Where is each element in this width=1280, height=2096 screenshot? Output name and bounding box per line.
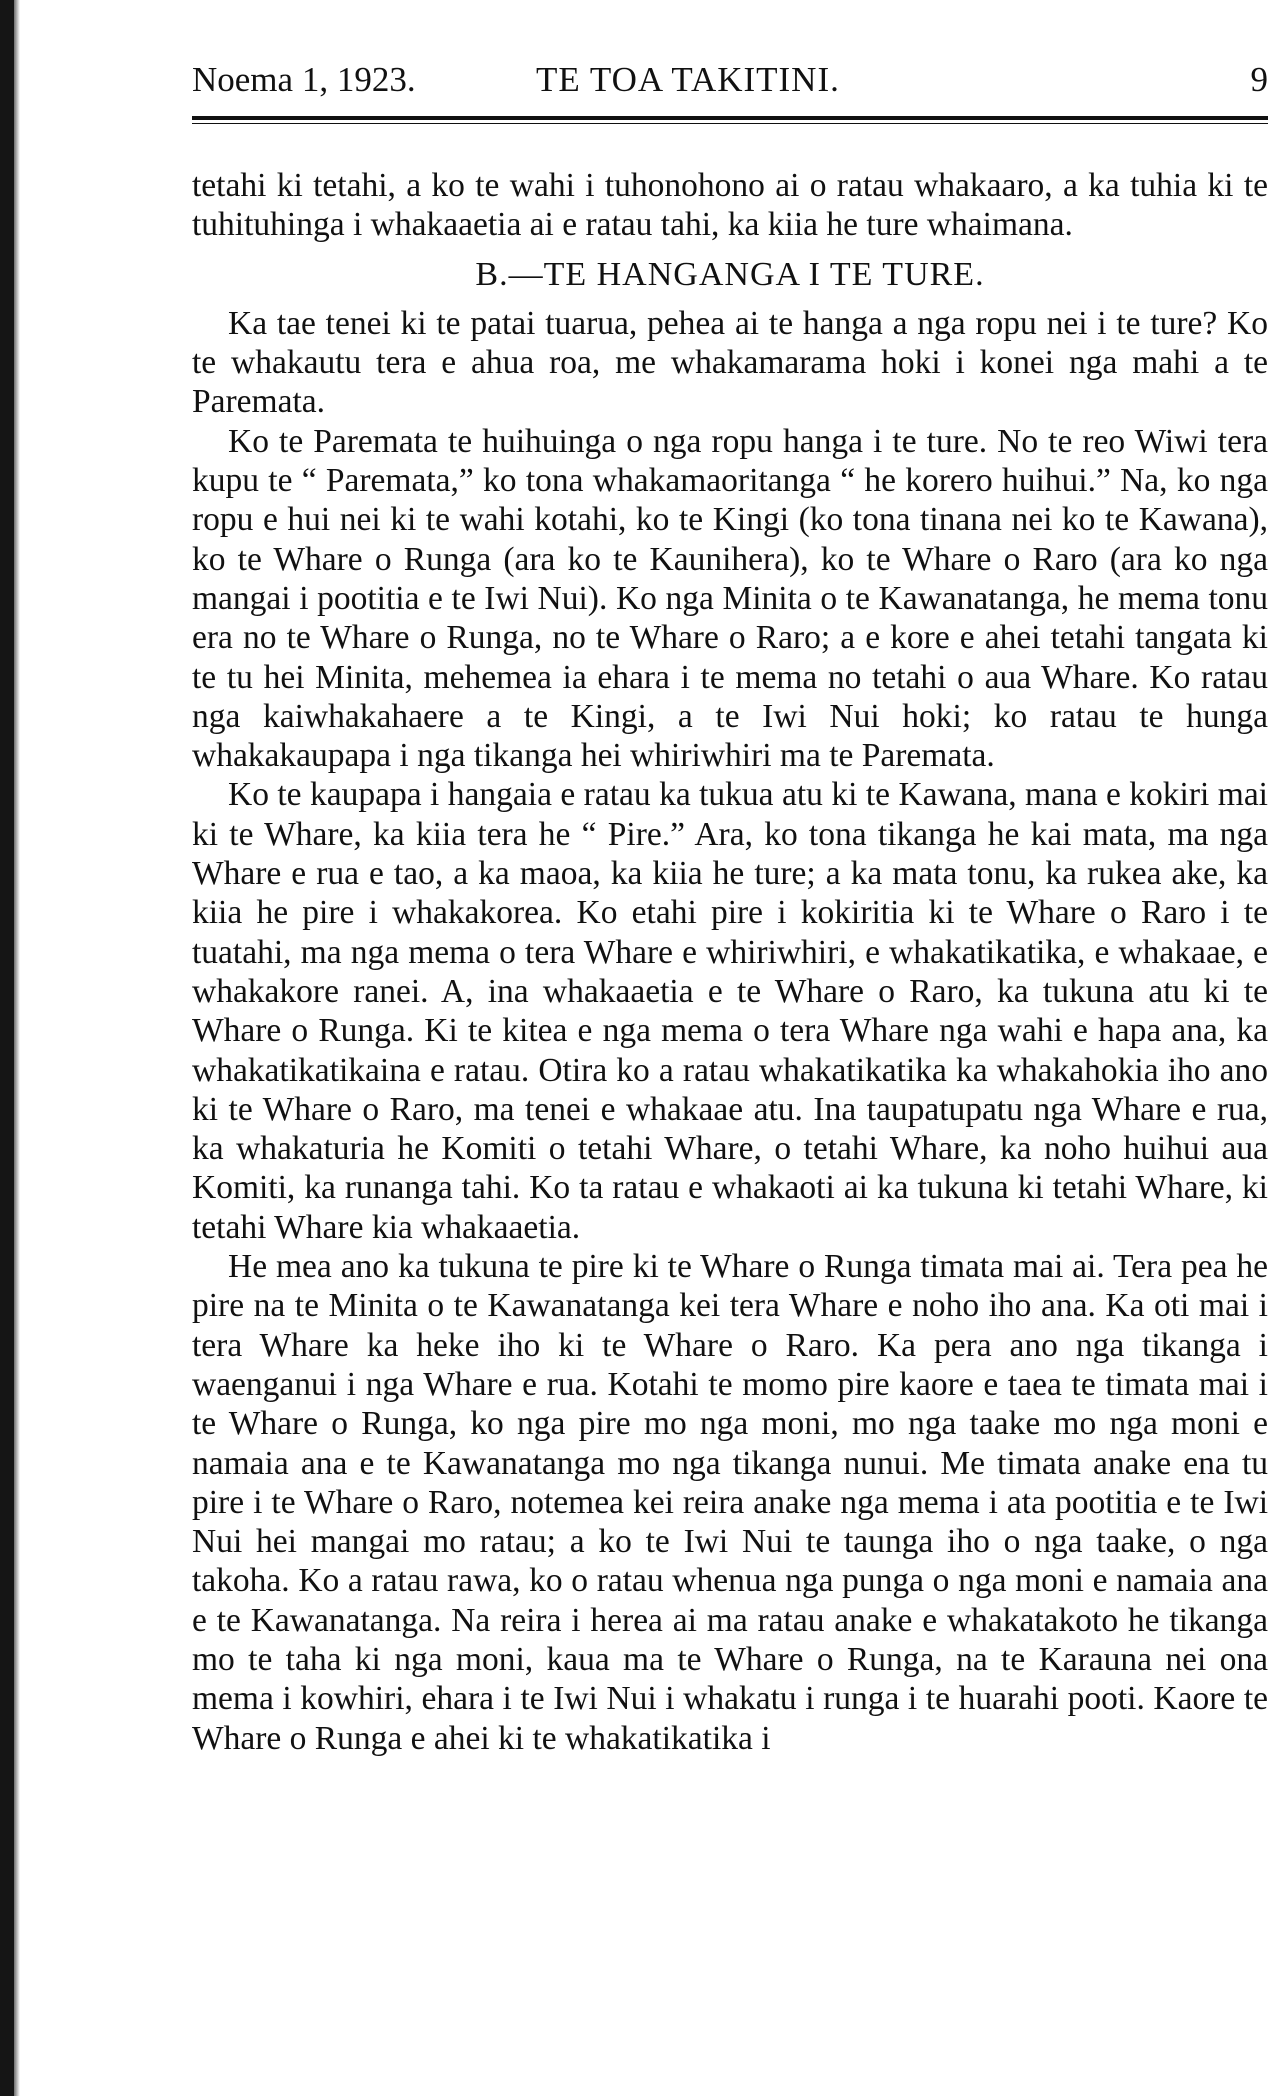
running-header: [192, 60, 1268, 108]
header-rule-thick: [192, 116, 1268, 120]
section-heading: B.—TE HANGANGA I TE TURE.: [475, 255, 985, 293]
article-body: [192, 166, 1268, 1758]
page-spine-shadow: [0, 0, 14, 2096]
paragraph: He mea ano ka tukuna te pire ki te Whare o Runga timata mai ai. Tera pea he pire na te Minita o te Kawanatanga kei tera Whare e noho iho ana. Ka oti mai i tera Whare ka heke iho ki te Whare o Raro. Ka pera ano nga tikanga i waenganui i nga Whare e rua. Kotahi te momo pire kaore e taea te timata mai i te Whare o Runga, ko nga pire mo nga moni, mo nga taake mo nga moni e namaia ana e te Kawanatanga mo nga tikanga nunui. Me timata anake ena tu pire i te Whare o Raro, notemea kei reira anake nga mema i ata pootitia e te Iwi Nui hei mangai mo ratau; a ko te Iwi Nui te taunga iho o nga taake, o nga takoha. Ko a ratau rawa, ko o ratau whenua nga punga o nga moni e namaia ana e te Kawanatanga. Na reira i herea ai ma ratau anake e whakatakoto he tikanga mo te taha ki nga moni, kaua ma te Whare o Runga, na te Karauna nei ona mema i kowhiri, ehara i te Iwi Nui i whakatu i runga i te huarahi pooti. Kaore te Whare o Runga e ahei ki te whakatikatika i: [192, 1248, 1268, 1757]
paragraph: Ko te Paremata te huihuinga o nga ropu hanga i te ture. No te reo Wiwi tera kupu te “ Paremata,” ko tona whakamaoritanga “ he korero huihui.” Na, ko nga ropu e hui nei ki te wahi kotahi, ko te Kingi (ko tona tinana nei ko te Kawana), ko te Whare o Runga (ara ko te Kaunihera), ko te Whare o Raro (ara ko nga mangai i pootitia e te Iwi Nui). Ko nga Minita o te Kawanatanga, he mema tonu era no te Whare o Runga, no te Whare o Raro; a e kore e ahei tetahi tangata ki te tu hei Minita, mehemea ia ehara i te mema no tetahi o aua Whare. Ko ratau nga kaiwhakahaere a te Kingi, a te Iwi Nui hoki; ko ratau te hunga whakakaupapa i nga tikanga hei whiriwhiri ma te Paremata.: [192, 422, 1268, 775]
paragraph: Ko te kaupapa i hangaia e ratau ka tukua atu ki te Kawana, mana e kokiri mai ki te Whare, ka kiia tera he “ Pire.” Ara, ko tona tikanga he kai mata, ma nga Whare e rua e tao, a ka maoa, ka kiia he ture; a ka mata tonu, ka rukea ake, ka kiia he pire i whakakorea. Ko etahi pire i kokiritia ki te Whare o Raro i te tuatahi, ma nga mema o tera Whare e whiriwhiri, e whakatikatika, e whakaae, e whakakore ranei. A, ina whakaaetia e te Whare o Raro, ka tukuna atu ki te Whare o Runga. Ki te kitea e nga mema o tera Whare nga wahi e hapa ana, ka whakatikatikaina e ratau. Otira ko a ratau whakatikatika ka whakahokia iho ano ki te Whare o Raro, ma tenei e whakaae atu. Ina taupatupatu nga Whare e rua, ka whakaturia he Komiti o tetahi Whare, o tetahi Whare, ka noho huihui aua Komiti, ka runanga tahi. Ko ta ratau e whakaoti ai ka tukuna ki tetahi Whare, ki tetahi Whare kia whakaaetia.: [192, 776, 1268, 1246]
page-spine-edge: [14, 0, 20, 2096]
header-date: Noema 1, 1923.: [192, 60, 416, 99]
paragraph-continued: tetahi ki tetahi, a ko te wahi i tuhonohono ai o ratau whakaaro, a ka tuhia ki te tuhituhinga i whakaaetia ai e ratau tahi, ka kiia he ture whaimana.: [192, 167, 1268, 244]
header-rule-thin: [192, 123, 1268, 124]
paragraph: Ka tae tenei ki te patai tuarua, pehea ai te hanga a nga ropu nei i te ture? Ko te whakautu tera e ahua roa, me whakamarama hoki i konei nga mahi a te Paremata.: [192, 304, 1268, 421]
newspaper-page: [192, 60, 1268, 1758]
page-number: 9: [1250, 60, 1268, 99]
publication-title: TE TOA TAKITINI.: [536, 60, 840, 99]
